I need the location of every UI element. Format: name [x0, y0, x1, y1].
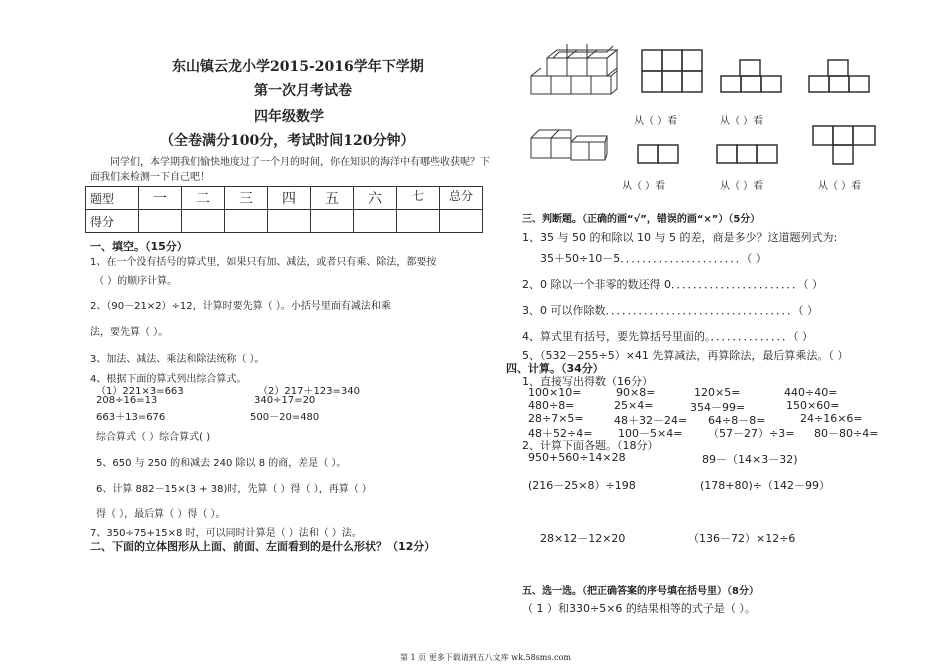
s1-q4-label1: （1）221×3=663	[96, 386, 184, 397]
score-cell[interactable]	[225, 210, 268, 233]
score-col-2: 二	[182, 187, 225, 210]
s4-sub2: 2、计算下面各题。（18分）	[522, 439, 659, 452]
subject-title: 四年级数学	[254, 109, 324, 125]
s1-q2-line1: 2、（90－21×2）÷12，计算时要先算（ ）。小括号里面有减法和乘	[90, 301, 391, 312]
s4-r4-c2: 100－5×4=	[618, 427, 683, 440]
s1-q1-line1: 1、在一个没有括号的算式里，如果只有加、减法，或者只有乘、除法，都要按	[90, 257, 437, 268]
s1-q5: 5、650 与 250 的和减去 240 除以 8 的商，差是（ ）。	[96, 458, 347, 469]
s1-q3: 3、加法、减法、乘法和除法统称（ ）。	[90, 354, 265, 365]
s1-q6-line1: 6、计算 882－15×(3 + 38)时，先算（ ）得（ ），再算（ ）	[96, 484, 372, 495]
s4-calc-1: 950+560÷14×28	[528, 451, 626, 464]
s3-q2: 2、0 除以一个非零的数还得 0．．．．．．．．．．．．．．．．．．．．．．．（ ）	[522, 278, 823, 291]
s1-q1-line2: （ ）的顺序计算。	[94, 276, 178, 287]
section2-heading: 二、下面的立体图形从上面、前面、左面看到的是什么形状？（12分）	[90, 540, 436, 553]
score-col-6: 六	[354, 187, 397, 210]
s4-r1-c2: 90×8=	[616, 386, 656, 399]
s1-q4-a3: 663＋13=676	[96, 412, 166, 423]
s4-r2-c2: 25×4=	[614, 399, 654, 412]
section5-heading: 五、选一选。（把正确答案的序号填在括号里）（8分）	[522, 586, 759, 597]
view-label-3: 从（ ）看	[622, 181, 666, 192]
view-shape-5	[716, 143, 778, 165]
score-cell[interactable]	[268, 210, 311, 233]
s4-r4-c3: （57－27）÷3=	[708, 427, 795, 440]
score-col-4: 四	[268, 187, 311, 210]
page-footer: 第 1 页 更多下载请到五八文库 wk.58sms.com	[400, 653, 571, 662]
score-row-label: 得分	[86, 210, 139, 233]
score-col-3: 三	[225, 187, 268, 210]
s4-calc-6: （136－72）×12÷6	[688, 532, 796, 545]
score-cell[interactable]	[311, 210, 354, 233]
s4-r1-c4: 440÷40=	[784, 386, 838, 399]
score-cell[interactable]	[182, 210, 225, 233]
s4-r4-c4: 80－80÷4=	[814, 427, 879, 440]
s4-r2-c3: 354－99=	[690, 401, 746, 414]
s1-q4-a2: 208÷16=13	[96, 395, 158, 406]
score-col-5: 五	[311, 187, 354, 210]
s4-r3-c1: 28÷7×5=	[528, 412, 584, 425]
view-shape-6	[812, 124, 878, 166]
intro-line-2: 面我们来检测一下自己吧！	[90, 172, 210, 183]
intro-line-1: 同学们，本学期我们愉快地度过了一个月的时间，你在知识的海洋中有哪些收获呢？下	[110, 157, 490, 168]
s1-q4-combined: 综合算式（ ）综合算式( )	[96, 432, 211, 443]
s3-q1b: 35＋50÷10－5．．．．．．．．．．．．．．．．．．．．．．（ ）	[540, 252, 767, 265]
s1-q4-b3: 500－20=480	[250, 412, 320, 423]
view-label-2: 从（ ）看	[720, 116, 764, 127]
view-label-5: 从（ ）看	[818, 181, 862, 192]
score-cell[interactable]	[139, 210, 182, 233]
score-cell[interactable]	[397, 210, 440, 233]
s4-sub1: 1、直接写出得数（16分）	[522, 375, 653, 388]
s3-q1: 1、35 与 50 的和除以 10 与 5 的差，商是多少？这道题列式为:	[522, 231, 838, 244]
cube-figure-2	[527, 126, 609, 166]
exam-title: 第一次月考试卷	[254, 83, 352, 99]
s1-q4-label2: （2）217＋123=340	[258, 386, 361, 397]
s4-r3-c3: 64÷8－8=	[708, 414, 766, 427]
s1-q6-line2: 得（ ），最后算（ ）得（ ）。	[96, 509, 226, 520]
score-cell[interactable]	[354, 210, 397, 233]
s4-r3-c4: 24÷16×6=	[800, 412, 863, 425]
section4-heading: 四、计算。（34分）	[506, 362, 604, 375]
s1-q4-title: 4、根据下面的算式列出综合算式。	[90, 374, 247, 385]
section3-heading: 三、判断题。（正确的画“√”，错误的画“×”）（5分）	[522, 214, 761, 225]
s4-calc-5: 28×12－12×20	[540, 532, 626, 545]
view-shape-3	[808, 58, 870, 94]
score-cell[interactable]	[440, 210, 483, 233]
view-label-1: 从（ ）看	[634, 116, 678, 127]
s4-calc-4: (178+80)÷（142－99）	[700, 479, 831, 492]
s1-q4-b2: 340÷17=20	[254, 395, 316, 406]
view-label-4: 从（ ）看	[720, 181, 764, 192]
s4-r1-c3: 120×5=	[694, 386, 741, 399]
s4-r2-c4: 150×60=	[786, 399, 840, 412]
s4-r1-c1: 100×10=	[528, 386, 582, 399]
s3-q5: 5、（532－255÷5）×41 先算减法，再算除法，最后算乘法。（ ）	[522, 349, 849, 362]
score-col-7: 七	[397, 187, 440, 210]
score-table	[85, 186, 483, 233]
view-shape-2	[720, 58, 782, 94]
school-title: 东山镇云龙小学2015-2016学年下学期	[172, 59, 424, 75]
s3-q3: 3、0 可以作除数．．．．．．．．．．．．．．．．．．．．．．．．．．．．．．．．．．（ ）	[522, 304, 818, 317]
cube-figure-1	[527, 44, 619, 99]
s5-q1: （ 1 ）和330÷5×6 的结果相等的式子是（ ）。	[522, 602, 756, 615]
s4-r3-c2: 48＋32－24=	[614, 414, 688, 427]
score-col-total: 总分	[440, 187, 483, 210]
s4-calc-3: (216－25×8）÷198	[528, 479, 636, 492]
exam-info: （全卷满分100分，考试时间120分钟）	[160, 133, 415, 149]
s4-calc-2: 89－（14×3－32)	[702, 453, 798, 466]
score-col-1: 一	[139, 187, 182, 210]
score-row-label: 题型	[86, 187, 139, 210]
s1-q7: 7、350÷75+15×8 时，可以同时计算是（ ）法和（ ）法。	[90, 528, 362, 539]
view-shape-4	[637, 143, 679, 165]
s4-r4-c1: 48＋52÷4=	[528, 427, 593, 440]
s4-r2-c1: 480÷8=	[528, 399, 575, 412]
s1-q2-line2: 法，要先算（ ）。	[90, 327, 169, 338]
s3-q4: 4、算式里有括号，要先算括号里面的。．．．．．．．．．．．．．．（ ）	[522, 330, 813, 343]
view-shape-1	[641, 48, 705, 94]
section1-heading: 一、填空。（15分）	[90, 240, 188, 253]
